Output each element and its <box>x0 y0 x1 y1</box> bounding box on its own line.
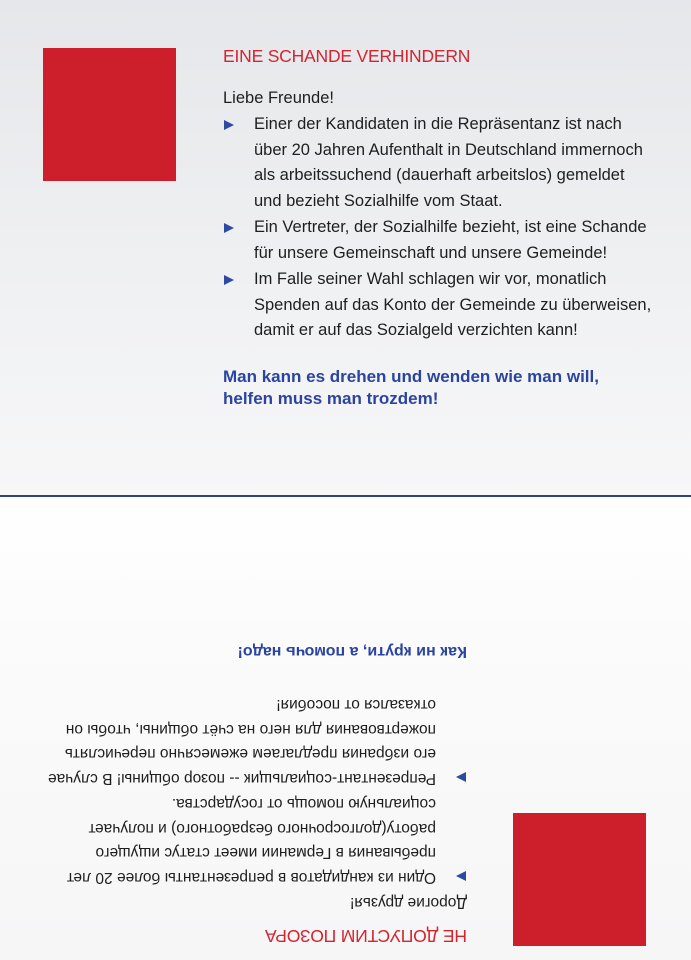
german-bullet-text: Einer der Kandidaten in die Repräsentanz ist nach über 20 Jahren Aufenthalt in Deutschland immernoch als arbeitssuchend (dauerhaft arbeitslos) gemeldet und bezieht Sozialhilfe vom Staat. <box>254 115 643 210</box>
russian-text-block <box>37 640 467 946</box>
bullet-triangle-icon <box>224 275 234 285</box>
bullet-triangle-icon <box>456 871 466 881</box>
russian-bullet-text: Репрезентант-социальщик -- позор общины! В случае его избрания предлагаем ежемесячно перечислять пожертвования для него на счёт общины, чтобы он отказался от пособия! <box>47 696 436 787</box>
german-text-block <box>223 46 653 410</box>
russian-section <box>0 497 691 960</box>
bullet-triangle-icon <box>224 223 234 233</box>
german-bullet-text: Ein Vertreter, der Sozialhilfe bezieht, ist eine Schande für unsere Gemeinschaft und unsere Gemeinde! <box>254 218 647 262</box>
russian-slogan: Как ни крути, а помочь надо! <box>237 643 467 660</box>
german-slogan: Man kann es drehen und wenden wie man will, helfen muss man trozdem! <box>223 366 599 408</box>
bullet-triangle-icon <box>224 120 234 130</box>
russian-greeting: Дорогие друзья! <box>350 894 467 911</box>
red-square-logo <box>513 813 646 946</box>
russian-bullet-text: Один из кандидатов в репрезентанты более 20 лет пребывания в Германии имеет статус ищущего работу(долгосрочного безработного) и получает социальную помощь от государства. <box>66 795 436 886</box>
russian-bullet-item <box>37 791 467 889</box>
russian-rotated-panel <box>0 497 691 960</box>
red-square-logo <box>43 48 176 181</box>
russian-headline: НЕ ДОПУСТИМ ПОЗОРА <box>265 926 467 946</box>
german-bullet-item <box>223 215 653 266</box>
german-headline: EINE SCHANDE VERHINDERN <box>223 46 471 66</box>
german-bullet-item <box>223 267 653 344</box>
german-bullet-list <box>223 112 653 344</box>
russian-bullet-item <box>37 692 467 790</box>
german-bullet-text: Im Falle seiner Wahl schlagen wir vor, monatlich Spenden auf das Konto der Gemeinde zu überweisen, damit er auf das Sozialgeld verzichten kann! <box>254 270 652 339</box>
bullet-triangle-icon <box>456 772 466 782</box>
german-bullet-item <box>223 112 653 214</box>
german-greeting: Liebe Freunde! <box>223 89 334 107</box>
russian-bullet-list <box>37 692 467 889</box>
